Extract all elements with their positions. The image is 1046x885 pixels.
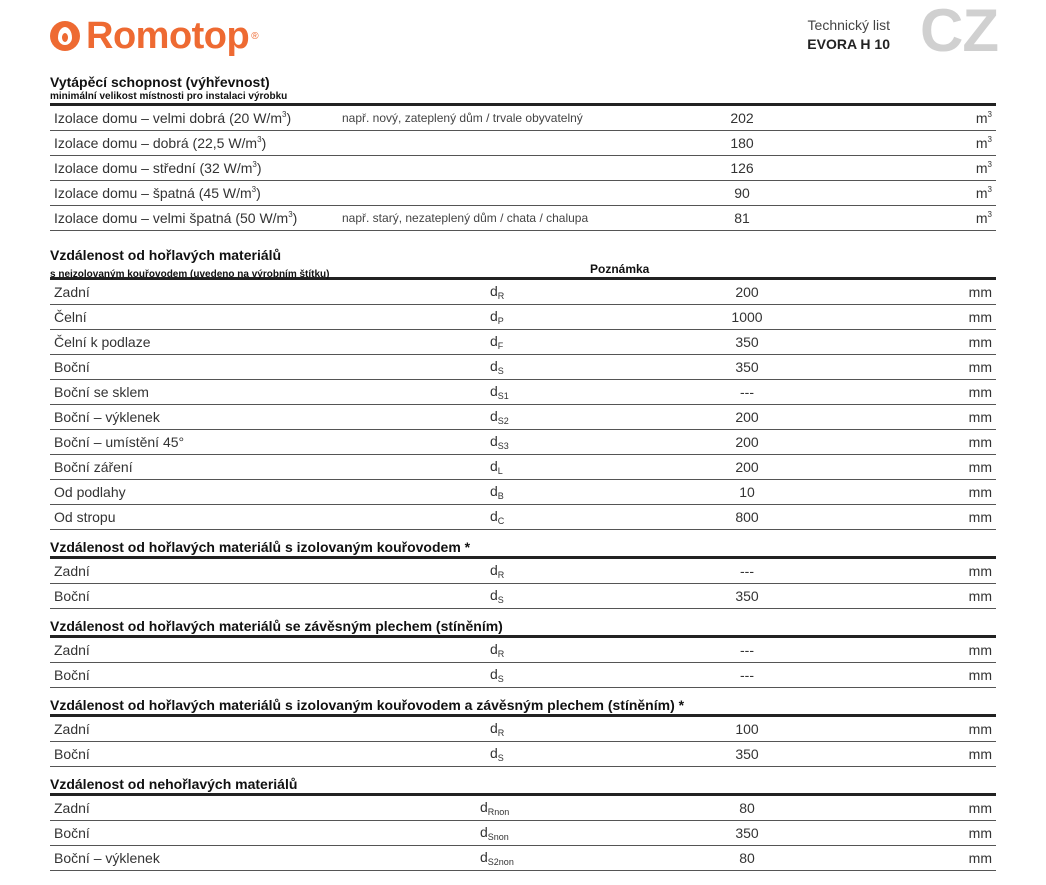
superscript: 3 [288, 210, 293, 219]
row-unit: mm [812, 558, 996, 584]
row-value: 350 [682, 742, 812, 767]
row-label: Boční [50, 742, 490, 767]
table-row [50, 105, 996, 131]
row-note: např. nový, zateplený dům / trvale obyvatelný [342, 105, 672, 131]
combustible-table [50, 277, 996, 530]
row-symbol: $d_{Rnon}$ [480, 795, 682, 821]
row-label: Izolace domu – velmi špatná (50 $W/m^3$) [50, 206, 342, 231]
row-unit: mm [812, 355, 996, 380]
note-header: Poznámka [590, 262, 650, 276]
table-row [50, 846, 996, 871]
row-label: Izolace domu – střední (32 $W/m^3$) [50, 156, 342, 181]
subscript: P [497, 316, 504, 326]
row-symbol: $d_R$ [490, 637, 682, 663]
superscript: 3 [987, 110, 992, 119]
table-row [50, 181, 996, 206]
table-row [50, 821, 996, 846]
brand-logo [50, 14, 259, 58]
combustible-title: Vzdálenost od hořlavých materiálů [50, 247, 282, 263]
heating-subtitle: minimální velikost místnosti pro instalaci výrobku [50, 91, 288, 102]
row-value: 180 [672, 131, 812, 156]
row-value: 202 [672, 105, 812, 131]
insulated-table [50, 556, 996, 609]
row-note [342, 156, 672, 181]
subscript: S [497, 366, 504, 376]
row-unit: mm [812, 821, 996, 846]
table-row [50, 355, 996, 380]
row-unit: $m^3$ [812, 181, 996, 206]
table-row [50, 455, 996, 480]
subscript: Snon [487, 832, 509, 842]
row-value: 350 [682, 821, 812, 846]
row-value: 800 [682, 505, 812, 530]
table-row [50, 206, 996, 231]
row-label: Boční – výklenek [50, 405, 490, 430]
table-row [50, 380, 996, 405]
superscript: 3 [252, 160, 257, 169]
superscript: 3 [251, 185, 257, 194]
row-unit: $m^3$ [812, 156, 996, 181]
subscript: R [497, 570, 505, 580]
row-value: 80 [682, 846, 812, 871]
row-unit: mm [812, 846, 996, 871]
subscript: R [497, 649, 505, 659]
row-symbol: $d_C$ [490, 505, 682, 530]
subscript: R [497, 728, 505, 738]
row-symbol: $d_B$ [490, 480, 682, 505]
row-symbol: $d_{S3}$ [490, 430, 682, 455]
row-note [342, 131, 672, 156]
doc-model: EVORA H 10 [807, 36, 890, 52]
row-label: Zadní [50, 637, 490, 663]
subscript: F [497, 341, 504, 351]
row-unit: mm [812, 716, 996, 742]
row-unit: mm [812, 742, 996, 767]
subscript: S2non [487, 857, 514, 867]
table-row [50, 716, 996, 742]
subscript: L [497, 466, 503, 476]
row-unit: $m^3$ [812, 206, 996, 231]
row-unit: $m^3$ [812, 105, 996, 131]
noncombustible-table [50, 793, 996, 871]
insulated-shield-title: Vzdálenost od hořlavých materiálů s izolovaným kouřovodem a závěsným plechem (stíněním) * [50, 697, 685, 713]
row-unit: mm [812, 305, 996, 330]
row-label: Boční [50, 584, 490, 609]
row-value: 200 [682, 279, 812, 305]
noncombustible-title: Vzdálenost od nehořlavých materiálů [50, 776, 298, 792]
superscript: 3 [281, 110, 287, 119]
subscript: S [497, 753, 504, 763]
row-symbol: $d_{S2non}$ [480, 846, 682, 871]
table-row [50, 558, 996, 584]
subscript: C [497, 516, 505, 526]
table-row [50, 131, 996, 156]
row-value: 81 [672, 206, 812, 231]
row-value: 126 [672, 156, 812, 181]
row-unit: mm [812, 279, 996, 305]
row-value: 200 [682, 430, 812, 455]
table-row [50, 279, 996, 305]
table-row [50, 405, 996, 430]
subscript: R [497, 291, 505, 301]
row-symbol: $d_P$ [490, 305, 682, 330]
insulated-shield-table [50, 714, 996, 767]
row-value: --- [682, 663, 812, 688]
datasheet-content [50, 74, 996, 871]
heating-table [50, 103, 996, 231]
row-label: Čelní [50, 305, 490, 330]
row-value: --- [682, 637, 812, 663]
row-label: Boční [50, 355, 490, 380]
row-label: Zadní [50, 279, 490, 305]
row-note [342, 181, 672, 206]
superscript: 3 [257, 135, 262, 144]
combustible-subtitle: s neizolovaným kouřovodem (uvedeno na výrobním štítku) [50, 269, 330, 280]
brand-name: Romotop [86, 14, 250, 57]
row-symbol: $d_R$ [490, 716, 682, 742]
row-value: 350 [682, 355, 812, 380]
subscript: S [497, 595, 504, 605]
heating-title: Vytápěcí schopnost (výhřevnost) [50, 74, 270, 90]
row-note: např. starý, nezateplený dům / chata / chalupa [342, 206, 672, 231]
row-value: 200 [682, 405, 812, 430]
header [0, 0, 1046, 70]
row-unit: mm [812, 455, 996, 480]
insulated-title: Vzdálenost od hořlavých materiálů s izolovaným kouřovodem * [50, 539, 471, 555]
row-symbol: $d_{S1}$ [490, 380, 682, 405]
row-symbol: $d_S$ [490, 742, 682, 767]
row-symbol: $d_{S2}$ [490, 405, 682, 430]
row-value: 200 [682, 455, 812, 480]
row-unit: mm [812, 584, 996, 609]
table-row [50, 795, 996, 821]
subscript: S3 [497, 441, 509, 451]
row-label: Izolace domu – velmi dobrá (20 $W/m^3$) [50, 105, 342, 131]
row-symbol: $d_S$ [490, 584, 682, 609]
shield-table [50, 635, 996, 688]
row-label: Izolace domu – špatná (45 $W/m^3$) [50, 181, 342, 206]
subscript: S [497, 674, 504, 684]
superscript: 3 [987, 185, 992, 194]
row-label: Izolace domu – dobrá (22,5 $W/m^3$) [50, 131, 342, 156]
subscript: S2 [497, 416, 509, 426]
row-label: Boční záření [50, 455, 490, 480]
row-label: Zadní [50, 795, 480, 821]
row-symbol: $d_R$ [490, 279, 682, 305]
table-row [50, 505, 996, 530]
row-label: Boční – umístění 45° [50, 430, 490, 455]
superscript: 3 [987, 135, 992, 144]
table-row [50, 663, 996, 688]
row-value: 100 [682, 716, 812, 742]
row-value: --- [682, 558, 812, 584]
row-label: Od stropu [50, 505, 490, 530]
row-symbol: $d_F$ [490, 330, 682, 355]
table-row [50, 742, 996, 767]
row-value: 350 [682, 584, 812, 609]
row-symbol: $d_R$ [490, 558, 682, 584]
table-row [50, 330, 996, 355]
row-label: Boční – výklenek [50, 846, 480, 871]
row-unit: mm [812, 405, 996, 430]
row-label: Zadní [50, 558, 490, 584]
table-row [50, 480, 996, 505]
row-label: Zadní [50, 716, 490, 742]
row-unit: mm [812, 330, 996, 355]
table-row [50, 305, 996, 330]
row-label: Boční se sklem [50, 380, 490, 405]
row-value: 90 [672, 181, 812, 206]
row-symbol: $d_S$ [490, 355, 682, 380]
row-unit: mm [812, 430, 996, 455]
table-row [50, 430, 996, 455]
row-unit: mm [812, 505, 996, 530]
doc-label: Technický list [807, 17, 890, 33]
row-value: 80 [682, 795, 812, 821]
row-label: Boční [50, 821, 480, 846]
subscript: Rnon [487, 807, 510, 817]
table-row [50, 637, 996, 663]
row-unit: $m^3$ [812, 131, 996, 156]
row-label: Čelní k podlaze [50, 330, 490, 355]
registered-icon: ® [251, 30, 259, 42]
row-unit: mm [812, 480, 996, 505]
flame-icon [50, 21, 80, 51]
row-unit: mm [812, 795, 996, 821]
row-value: 1000 [682, 305, 812, 330]
row-label: Boční [50, 663, 490, 688]
superscript: 3 [987, 210, 992, 219]
language-code: CZ [920, 0, 998, 64]
row-value: 350 [682, 330, 812, 355]
superscript: 3 [987, 160, 992, 169]
row-unit: mm [812, 637, 996, 663]
table-row [50, 584, 996, 609]
row-unit: mm [812, 380, 996, 405]
subscript: S1 [497, 391, 509, 401]
shield-title: Vzdálenost od hořlavých materiálů se závěsným plechem (stíněním) [50, 618, 503, 634]
row-unit: mm [812, 663, 996, 688]
row-label: Od podlahy [50, 480, 490, 505]
row-value: --- [682, 380, 812, 405]
table-row [50, 156, 996, 181]
row-value: 10 [682, 480, 812, 505]
row-symbol: $d_{Snon}$ [480, 821, 682, 846]
subscript: B [497, 491, 504, 501]
row-symbol: $d_S$ [490, 663, 682, 688]
doc-info [807, 16, 890, 54]
row-symbol: $d_L$ [490, 455, 682, 480]
